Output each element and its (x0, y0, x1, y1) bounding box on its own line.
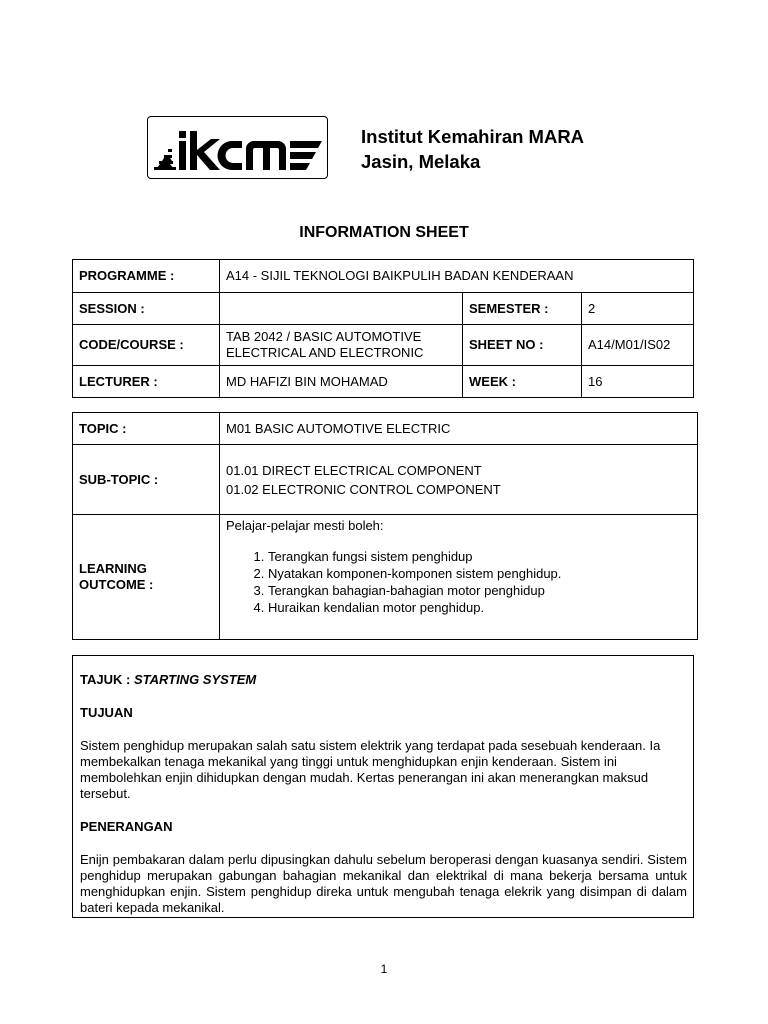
ikm-logo (147, 116, 328, 179)
sheet-no-label: SHEET NO : (463, 325, 582, 366)
programme-value: A14 - SIJIL TEKNOLOGI BAIKPULIH BADAN KENDERAAN (220, 260, 694, 293)
topic-value: M01 BASIC AUTOMOTIVE ELECTRIC (220, 413, 698, 445)
list-item: 4. Huraikan kendalian motor penghidup. (268, 599, 691, 616)
list-item: 3. Terangkan bahagian-bahagian motor penghidup (268, 582, 691, 599)
sheet-no-value: A14/M01/IS02 (582, 325, 694, 366)
week-label: WEEK : (463, 366, 582, 398)
learning-outcome-label-line1: LEARNING (79, 561, 147, 576)
subtopic-label: SUB-TOPIC : (73, 445, 220, 515)
learning-outcome-list (226, 548, 691, 616)
lecturer-value: MD HAFIZI BIN MOHAMAD (220, 366, 463, 398)
tujuan-heading: TUJUAN (80, 705, 133, 720)
learning-outcome-values (220, 515, 698, 640)
lecturer-label: LECTURER : (73, 366, 220, 398)
code-value-line2: ELECTRICAL AND ELECTRONIC (226, 345, 424, 360)
week-value: 16 (582, 366, 694, 398)
content-box (72, 655, 694, 918)
subtopic-row (73, 445, 698, 515)
programme-row (73, 260, 694, 293)
semester-value: 2 (582, 293, 694, 325)
topic-table (72, 412, 698, 640)
list-item: 2. Nyatakan komponen-komponen sistem penghidup. (268, 565, 691, 582)
tajuk-value: STARTING SYSTEM (133, 672, 257, 687)
session-label: SESSION : (73, 293, 220, 325)
ikm-logo-graphic (148, 117, 329, 180)
penerangan-heading: PENERANGAN (80, 819, 173, 834)
page-number: 1 (380, 962, 388, 976)
session-row (73, 293, 694, 325)
learning-outcome-intro: Pelajar-pelajar mesti boleh: (226, 518, 384, 533)
list-item: 1. Terangkan fungsi sistem penghidup (268, 548, 691, 565)
topic-row (73, 413, 698, 445)
subtopic-values (220, 445, 698, 515)
tujuan-paragraph: Sistem penghidup merupakan salah satu sistem elektrik yang terdapat pada sesebuah kenderaan. Ia membekalkan tenaga mekanikal yang tinggi untuk menghidupkan enjin kenderaan. Sistem ini membolehkan enjin dihidupkan dengan mudah. Kertas penerangan ini akan menerangkan maksud tersebut. (80, 738, 661, 801)
subtopic-item: 01.02 ELECTRONIC CONTROL COMPONENT (226, 481, 501, 497)
subtopic-item: 01.01 DIRECT ELECTRICAL COMPONENT (226, 462, 482, 478)
institute-header (361, 124, 584, 174)
session-value (220, 293, 463, 325)
tajuk-label: TAJUK : (80, 672, 134, 687)
code-value (220, 325, 463, 366)
code-row (73, 325, 694, 366)
code-label: CODE/COURSE : (73, 325, 220, 366)
info-table (72, 259, 694, 398)
learning-outcome-label (73, 515, 220, 640)
sheet-title: INFORMATION SHEET (299, 224, 469, 241)
code-value-line1: TAB 2042 / BASIC AUTOMOTIVE (226, 329, 422, 344)
lecturer-row (73, 366, 694, 398)
programme-label: PROGRAMME : (73, 260, 220, 293)
learning-outcome-label-line2: OUTCOME : (79, 577, 154, 592)
learning-outcome-row (73, 515, 698, 640)
semester-label: SEMESTER : (463, 293, 582, 325)
penerangan-paragraph: Enijn pembakaran dalam perlu dipusingkan dahulu sebelum beroperasi dengan kuasanya sendiri. Sistem penghidup merupakan gabungan bahagian mekanikal dan elektrikal di mana bekerja bersama untuk menghidupkan enjin. Sistem penghidup direka untuk mengubah tenaga elekrik yang disimpan di dalam bateri kepada mekanikal. (80, 852, 687, 915)
topic-label: TOPIC : (73, 413, 220, 445)
tajuk-line (80, 672, 687, 688)
institute-location: Jasin, Melaka (361, 151, 481, 172)
institute-name: Institut Kemahiran MARA (361, 126, 585, 147)
